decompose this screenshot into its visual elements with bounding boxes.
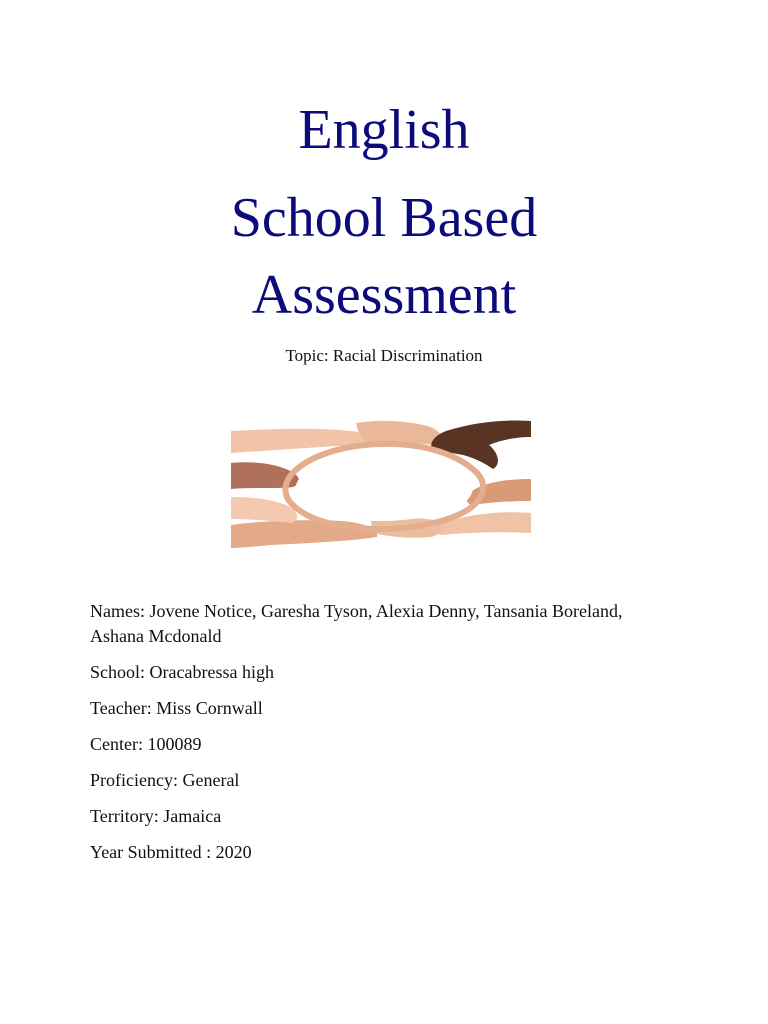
names-line-1: Names: Jovene Notice, Garesha Tyson, Alexia Denny, Tansania Boreland, [90,601,623,621]
names-line-2: Ashana Mcdonald [90,626,222,646]
title-line-assessment: Assessment [251,264,517,326]
year-submitted-line: Year Submitted : 2020 [90,842,252,862]
title-line-english: English [298,99,470,161]
topic-line: Topic: Racial Discrimination [285,346,483,365]
circle-of-hands-icon [231,417,531,548]
details-section [90,599,690,876]
proficiency-line: Proficiency: General [90,770,240,790]
territory-line: Territory: Jamaica [90,806,222,826]
school-line: School: Oracabressa high [90,662,274,682]
center-line: Center: 100089 [90,734,202,754]
title-line-school-based: School Based [230,187,538,249]
teacher-line: Teacher: Miss Cornwall [90,698,263,718]
